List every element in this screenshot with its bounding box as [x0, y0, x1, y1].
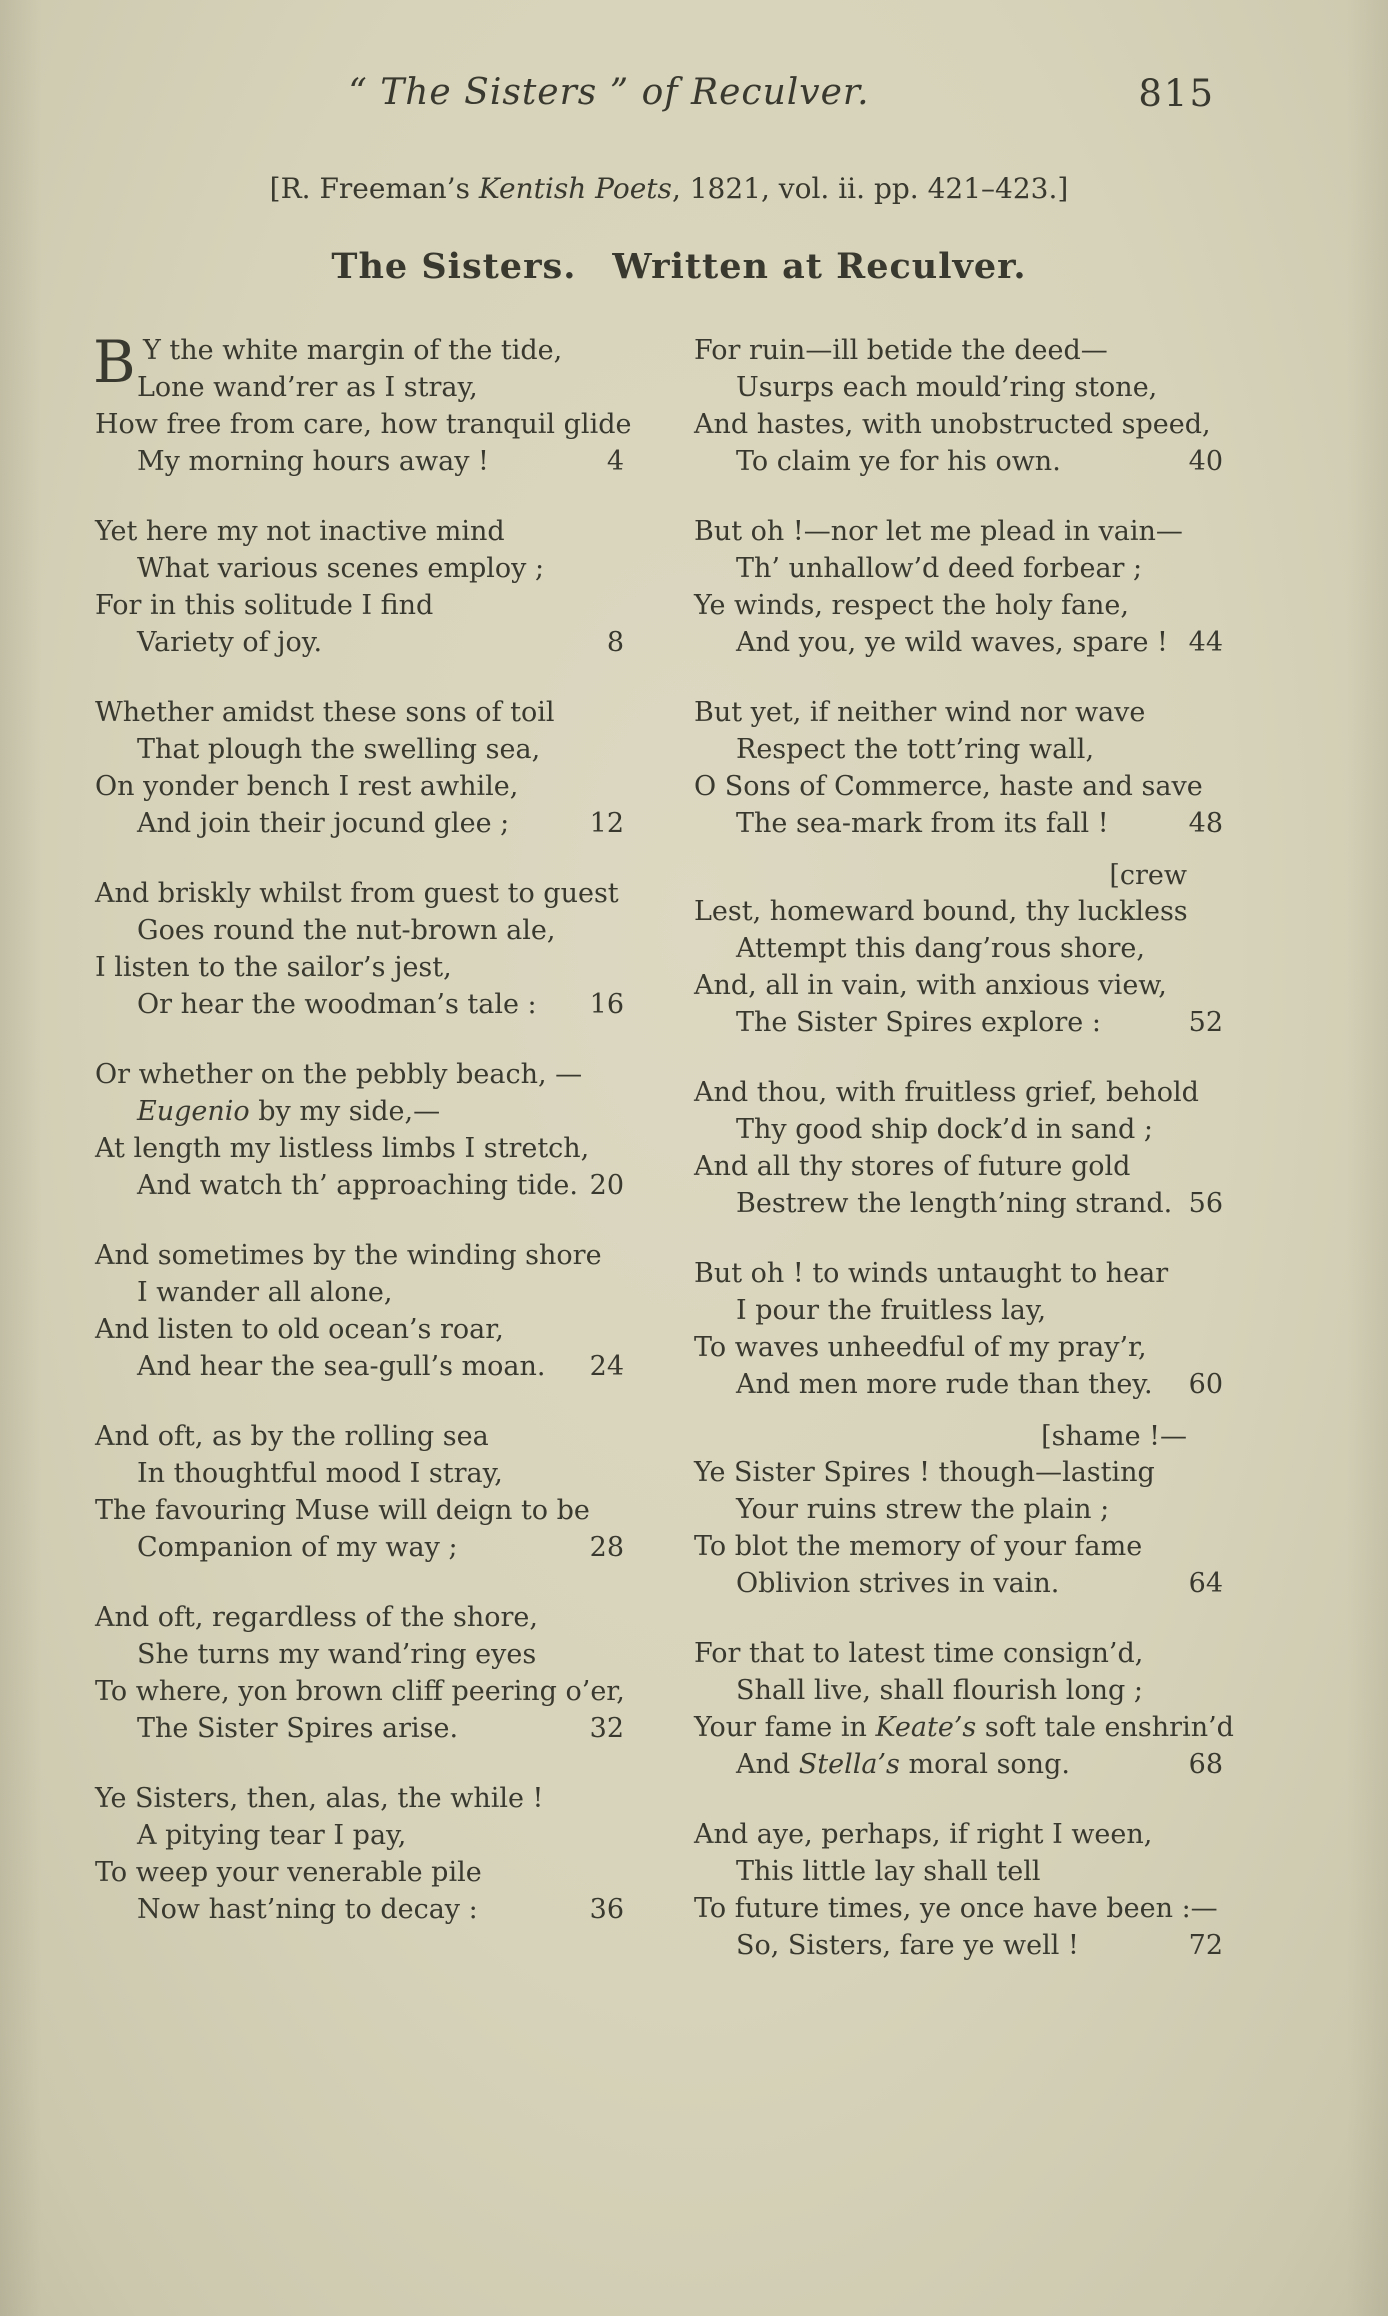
poem-line-text: And aye, perhaps, if right I ween, [694, 1819, 1153, 1850]
stanza [93, 328, 632, 480]
line-number: 4 [606, 446, 624, 477]
line-number: 12 [589, 808, 624, 839]
poem-line-text: And hastes, with unobstructed speed, [694, 409, 1211, 440]
poem-line [694, 1635, 1223, 1672]
poem-line-text: And watch th’ approaching tide. [137, 1170, 578, 1201]
poem-line-text: And men more rude than they. [736, 1369, 1153, 1400]
poem-title: The Sisters. Written at Reculver. [331, 246, 1027, 287]
poem-line-text: Your ruins strew the plain ; [736, 1494, 1110, 1525]
poem-line [694, 1004, 1223, 1041]
poem-line [95, 1710, 624, 1747]
poem-line [95, 513, 624, 550]
line-number: 36 [589, 1894, 624, 1925]
poem-line [95, 443, 624, 480]
poem-line [694, 1111, 1223, 1148]
poem-line [694, 1709, 1234, 1746]
poem-line-text: And thou, with fruitless grief, behold [694, 1077, 1199, 1108]
poem-line [694, 369, 1223, 406]
poem-line [694, 967, 1223, 1004]
poem-line-text: And oft, regardless of the shore, [95, 1602, 538, 1633]
attribution-suffix: , 1821, vol. ii. pp. 421–423.] [671, 172, 1069, 205]
poem-line [694, 694, 1223, 731]
stanza [694, 859, 1223, 1041]
poem-line [694, 731, 1223, 768]
poem-line [694, 930, 1223, 967]
poem-line [694, 1746, 1223, 1783]
poem-line-text: Ye Sister Spires ! though—lasting [694, 1457, 1155, 1488]
poem-line [95, 912, 624, 949]
poem-line [95, 1167, 624, 1204]
poem-line [694, 1292, 1223, 1329]
stanza [95, 875, 624, 1023]
poem-line-text: I pour the fruitless lay, [736, 1295, 1047, 1326]
poem-column-left [93, 328, 632, 1997]
poem-line [694, 1927, 1223, 1964]
stanza [694, 1074, 1223, 1222]
poem-line-text: Now hast’ning to decay : [137, 1894, 478, 1925]
poem-line [694, 1890, 1223, 1927]
poem-line [95, 1599, 624, 1636]
poem-line-text: For in this solitude I find [95, 590, 434, 621]
poem-line [95, 369, 624, 406]
stanza [95, 1418, 624, 1566]
attribution-line [0, 172, 1338, 205]
poem-line-text: To blot the memory of your fame [694, 1531, 1143, 1562]
poem-line [694, 443, 1223, 480]
poem-line [694, 1565, 1223, 1602]
poem-line-text: To waves unheedful of my pray’r, [694, 1332, 1147, 1363]
poem-line-text: But oh ! to winds untaught to hear [694, 1258, 1169, 1289]
poem-line [694, 1816, 1223, 1853]
poem-line [694, 1853, 1223, 1890]
poem-line-text: To where, yon brown cliff peering o’er, [95, 1676, 625, 1707]
stanza [694, 1420, 1223, 1602]
poem-line-text: What various scenes employ ; [137, 553, 545, 584]
poem-line-text: To future times, ye once have been :— [694, 1893, 1218, 1924]
poem-line-text: This little lay shall tell [736, 1856, 1041, 1887]
poem-line [95, 768, 624, 805]
poem-line [95, 1418, 624, 1455]
poem-line [95, 1780, 624, 1817]
poem-line [95, 1056, 624, 1093]
poem-line-text: Thy good ship dock’d in sand ; [736, 1114, 1154, 1145]
poem-line [95, 949, 624, 986]
poem-line [694, 1185, 1223, 1222]
poem-line-text: Goes round the nut-brown ale, [137, 915, 556, 946]
turnover-word: [crew [1109, 860, 1187, 891]
line-number: 72 [1188, 1930, 1223, 1961]
poem-line [694, 805, 1223, 842]
poem-line [95, 1636, 624, 1673]
poem-line-text: She turns my wand’ring eyes [137, 1639, 537, 1670]
poem-line [95, 624, 624, 661]
poem-line [694, 1366, 1223, 1403]
poem-line [694, 1074, 1223, 1111]
poem-line-text: Ye winds, respect the holy fane, [694, 590, 1129, 621]
poem-line [694, 406, 1223, 443]
drop-cap: B [93, 328, 136, 396]
poem-line-text: Respect the tott’ring wall, [736, 734, 1095, 765]
poem-line-text: Oblivion strives in vain. [736, 1568, 1060, 1599]
poem-line-text: Eugenio by my side,— [137, 1096, 441, 1127]
poem-line [95, 1455, 624, 1492]
poem-line-text: The sea-mark from its fall ! [736, 808, 1109, 839]
poem-line [694, 513, 1223, 550]
poem-line [694, 587, 1223, 624]
line-number: 60 [1188, 1369, 1223, 1400]
poem-line-text: I wander all alone, [137, 1277, 393, 1308]
poem-line-text: Y the white margin of the tide, [143, 335, 563, 366]
poem-line [694, 893, 1223, 930]
line-number: 48 [1188, 808, 1223, 839]
poem-line-text: But oh !—nor let me plead in vain— [694, 516, 1183, 547]
line-number: 20 [589, 1170, 624, 1201]
attribution-prefix: [R. Freeman’s [269, 172, 479, 205]
poem-line-text: Lest, homeward bound, thy luckless [694, 896, 1188, 927]
poem-line [95, 1237, 624, 1274]
stanza [694, 332, 1223, 480]
poem-column-right [694, 332, 1234, 1997]
poem-line-text: Yet here my not inactive mind [95, 516, 505, 547]
poem-line [95, 875, 624, 912]
poem-line [95, 550, 624, 587]
poem-line-text: Th’ unhallow’d deed forbear ; [736, 553, 1143, 584]
poem-line-text: Usurps each mould’ring stone, [736, 372, 1158, 403]
line-number: 16 [589, 989, 624, 1020]
line-number: 64 [1188, 1568, 1223, 1599]
poem-line-text: Lone wand’rer as I stray, [137, 372, 478, 403]
poem-line [95, 1348, 624, 1385]
poem-line-text: Companion of my way ; [137, 1532, 458, 1563]
poem-line [95, 1817, 624, 1854]
poem-line [694, 332, 1223, 369]
poem-line-text: On yonder bench I rest awhile, [95, 771, 519, 802]
poem-line [95, 1673, 624, 1710]
poem-line [95, 694, 624, 731]
poem-line-text: Bestrew the length’ning strand. [736, 1188, 1173, 1219]
poem-line-text: And Stella’s moral song. [736, 1749, 1070, 1780]
poem-line [694, 1329, 1223, 1366]
stanza [694, 1255, 1223, 1403]
poem-line-text: And briskly whilst from guest to guest [95, 878, 619, 909]
poem-line-text: The Sister Spires arise. [137, 1713, 459, 1744]
poem-line [143, 332, 624, 369]
poem-line [95, 1311, 624, 1348]
poem-line [95, 1529, 624, 1566]
poem-line-text: And sometimes by the winding shore [95, 1240, 602, 1271]
poem-line-text: The favouring Muse will deign to be [95, 1495, 590, 1526]
poem-line [95, 406, 632, 443]
poem-line [95, 1854, 624, 1891]
poem-line-text: My morning hours away ! [137, 446, 489, 477]
line-number: 52 [1188, 1007, 1223, 1038]
stanza [95, 1780, 624, 1928]
line-number: 44 [1188, 627, 1223, 658]
running-head [0, 72, 1388, 120]
poem-line-text: For ruin—ill betide the deed— [694, 335, 1108, 366]
poem-line-text: Or whether on the pebbly beach, — [95, 1059, 583, 1090]
poem-line-text: How free from care, how tranquil glide [95, 409, 632, 440]
poem-line-text: O Sons of Commerce, haste and save [694, 771, 1203, 802]
stanza [95, 1056, 624, 1204]
attribution-work-title: Kentish Poets [478, 172, 672, 205]
line-number: 56 [1188, 1188, 1223, 1219]
poem-line [95, 805, 624, 842]
poem-line-text: And oft, as by the rolling sea [95, 1421, 489, 1452]
poem-line [694, 550, 1223, 587]
poem-line [95, 986, 624, 1023]
line-number: 28 [589, 1532, 624, 1563]
poem-line [694, 1672, 1223, 1709]
page-number: 815 [1138, 72, 1215, 115]
stanza [694, 513, 1223, 661]
poem-line [694, 1528, 1223, 1565]
poem-line-text: In thoughtful mood I stray, [137, 1458, 503, 1489]
poem-line [694, 1454, 1223, 1491]
line-number: 68 [1188, 1749, 1223, 1780]
line-number: 40 [1188, 446, 1223, 477]
poem-line [95, 1891, 624, 1928]
poem-line-text: And listen to old ocean’s roar, [95, 1314, 504, 1345]
poem-line-text: Variety of joy. [137, 627, 323, 658]
poem-line-text: And all thy stores of future gold [694, 1151, 1131, 1182]
poem-line-text: To claim ye for his own. [736, 446, 1061, 477]
poem-line-text: A pitying tear I pay, [137, 1820, 407, 1851]
poem-line-text: To weep your venerable pile [95, 1857, 482, 1888]
stanza [694, 1816, 1223, 1964]
stanza [694, 1635, 1234, 1783]
line-number: 24 [589, 1351, 624, 1382]
poem-line [95, 1093, 624, 1130]
poem-line-text: Shall live, shall flourish long ; [736, 1675, 1143, 1706]
line-number: 8 [606, 627, 624, 658]
poem-line-text: Attempt this dang’rous shore, [736, 933, 1145, 964]
poem-line [694, 768, 1223, 805]
poem-line [694, 1491, 1223, 1528]
poem-line [95, 1274, 624, 1311]
stanza [694, 694, 1223, 842]
poem-line-text: So, Sisters, fare ye well ! [736, 1930, 1079, 1961]
stanza [95, 1237, 624, 1385]
poem-line [95, 587, 624, 624]
stanza [95, 694, 624, 842]
poem-line-text: Or hear the woodman’s tale : [137, 989, 537, 1020]
poem-line-text: Whether amidst these sons of toil [95, 697, 555, 728]
poem-line-text: Ye Sisters, then, alas, the while ! [95, 1783, 544, 1814]
poem-line-text: The Sister Spires explore : [736, 1007, 1101, 1038]
poem-line [694, 1255, 1223, 1292]
turnover-word: [shame !— [1041, 1421, 1187, 1452]
stanza [95, 513, 624, 661]
running-title: “ The Sisters ” of Reculver. [348, 72, 870, 113]
poem-line-text: But yet, if neither wind nor wave [694, 697, 1146, 728]
poem-line-text: And, all in vain, with anxious view, [694, 970, 1167, 1001]
poem-line [95, 731, 624, 768]
poem-line-text: And join their jocund glee ; [137, 808, 510, 839]
stanza [95, 1599, 624, 1747]
poem-line-text: I listen to the sailor’s jest, [95, 952, 452, 983]
poem-line-text: That plough the swelling sea, [137, 734, 541, 765]
poem-line [694, 1148, 1223, 1185]
poem-body [93, 328, 1234, 1997]
poem-line-text: At length my listless limbs I stretch, [95, 1133, 590, 1164]
poem-line-text: Your fame in Keate’s soft tale enshrin’d [694, 1712, 1234, 1743]
line-number: 32 [589, 1713, 624, 1744]
poem-line-text: And you, ye wild waves, spare ! [736, 627, 1168, 658]
poem-line [694, 624, 1223, 661]
poem-line-text: And hear the sea-gull’s moan. [137, 1351, 546, 1382]
poem-line-text: For that to latest time consign’d, [694, 1638, 1144, 1669]
poem-line [95, 1130, 624, 1167]
poem-line [95, 1492, 624, 1529]
